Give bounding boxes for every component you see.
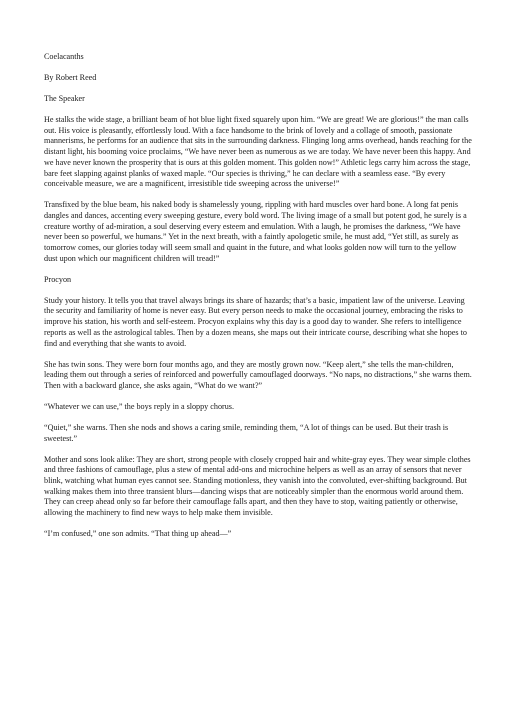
body-paragraph: Transfixed by the blue beam, his naked body is shamelessly young, rippling with hard muscles over hard bone. A long fat penis dangles and dances, accenting every sweeping gesture, every bold word. The living image of a small but potent god, he surely is a creature worthy of ad-miration, a soul deserving every esteem and emulation. With a laugh, he promises the darkness, “We have never been so powerful, we humans.” Yet in the next breath, with a faintly apologetic smile, he must add, “Yet still, as surely as tomorrow comes, our glories today will seem small and quaint in the future, and what looks golden now will turn to the yellow dust upon which our magnificent children will tread!” xyxy=(44,200,467,263)
body-paragraph: Mother and sons look alike: They are short, strong people with closely cropped hair and white-gray eyes. They wear simple clothes and three fashions of camouflage, plus a stew of mental add-ons and microchine helpers as well as an array of sensors that never blink, watching what human eyes cannot see. Standing motionless, they vanish into the convoluted, ever-shifting background. But walking makes them into three transient blurs—dancing wisps that are noticeably simpler than the enormous world around them. They can creep ahead only so far before their camouflage falls apart, and then they have to stop, waiting patiently or otherwise, allowing the machinery to find new ways to help make them invisible. xyxy=(44,454,471,518)
document-byline: By Robert Reed xyxy=(44,73,97,82)
body-paragraph: “I’m confused,” one son admits. “That thing up ahead—” xyxy=(44,529,232,539)
body-paragraph: Study your history. It tells you that travel always brings its share of hazards; that’s a basic, impatient law of the universe. Leaving the security and familiarity of home is never easy. But every person needs to make the occasional journey, embracing the risks to improve his station, his worth and self-esteem. Procyon explains why this day is a good day to wander. She refers to intelligence reports as well as the astrological tables. Then by a dozen means, she maps out their intricate course, describing what she hopes to find and everything that she wants to avoid. xyxy=(44,295,467,348)
body-paragraph: “Quiet,” she warns. Then she nods and shows a caring smile, reminding them, “A lot of things can be used. But their trash is sweetest.” xyxy=(44,422,449,443)
body-paragraph: She has twin sons. They were born four months ago, and they are mostly grown now. “Keep alert,” she tells the man-children, leading them out through a series of reinforced and powerfully camouflaged doorways. “No naps, no distractions,” she warns them. Then with a backward glance, she asks again, “What do we want?” xyxy=(44,359,472,390)
body-paragraph: He stalks the wide stage, a brilliant beam of hot blue light fixed squarely upon him. “We are great! We are glorious!” the man calls out. His voice is pleasantly, effortlessly loud. With a face handsome to the brink of lovely and a collage of smooth, passionate mannerisms, he performs for an audience that sits in the surrounding darkness. Flinging long arms overhead, hands reaching for the distant light, his booming voice proclaims, “We have never been as numerous as we are today. We have never been this happy. And we have never known the prosperity that is ours at this golden moment. This golden now!” Athletic legs carry him across the stage, bare feet slapping against planks of waxed maple. “Our species is thriving,” he can declare with a seamless ease. “By every conceivable measure, we are a magnificent, irresistible tide sweeping across the universe!” xyxy=(44,115,472,189)
document-title: Coelacanths xyxy=(44,52,84,61)
body-paragraph: “Whatever we can use,” the boys reply in a sloppy chorus. xyxy=(44,401,234,411)
document-page xyxy=(44,52,472,550)
section-heading-speaker: The Speaker xyxy=(44,94,85,103)
section-heading-procyon: Procyon xyxy=(44,274,72,284)
